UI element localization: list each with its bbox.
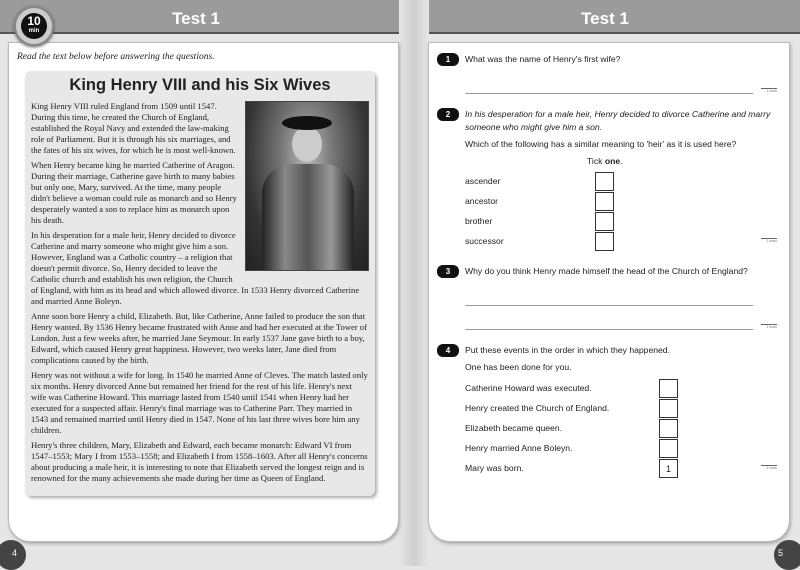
timer-icon bbox=[14, 6, 54, 46]
order-box[interactable] bbox=[659, 399, 678, 418]
order-box[interactable] bbox=[659, 439, 678, 458]
timer-unit: min bbox=[28, 28, 40, 34]
book-spine bbox=[399, 0, 429, 566]
tick-instruction bbox=[465, 155, 777, 168]
event-label: Henry married Anne Boleyn. bbox=[465, 442, 573, 453]
mark-label: 1 mark bbox=[761, 238, 777, 244]
question-text: Which of the following has a similar meaning to 'heir' as it is used here? bbox=[465, 139, 737, 149]
answer-line[interactable] bbox=[465, 93, 753, 94]
mark-label: 1 mark bbox=[761, 324, 777, 330]
tick-box-brother[interactable] bbox=[595, 212, 614, 231]
tick-box-ancestor[interactable] bbox=[595, 192, 614, 211]
henry-viii-portrait bbox=[245, 101, 369, 271]
question-2 bbox=[437, 108, 777, 251]
option-label: ancestor bbox=[465, 195, 498, 206]
timer-value: 10 bbox=[27, 14, 41, 28]
paragraph: When Henry became king he married Catherine of Aragon. During their marriage, Catherine gave birth to many babies but only one, Mary, survived. At the time, many people didn't believe a woman could rule as monarch and so Henry desperately wanted a son to replace him as monarch upon his death. bbox=[31, 160, 237, 225]
option-label: brother bbox=[465, 215, 493, 226]
question-subtext: One has been done for you. bbox=[465, 362, 572, 372]
instruction: Read the text below before answering the questions. bbox=[17, 52, 215, 62]
question-quote: In his desperation for a male heir, Henry decided to divorce Catherine and marry someone who might give him a son. bbox=[465, 109, 771, 132]
mark-label: 1 mark bbox=[761, 88, 777, 94]
question-text: Put these events in the order in which they happened. bbox=[465, 345, 670, 355]
paragraph: Anne soon bore Henry a child, Elizabeth. But, like Catherine, Anne failed to produce the son that Henry wanted. By 1536 Henry became frustrated with Anne and had her executed at the Tower of London. Just a few weeks after, he married Jane Seymour. In early 1537 Jane gave birth to a boy, Edward, which caused Henry great happiness. However, two weeks later, Jane died from complications caused by the birth. bbox=[31, 311, 367, 365]
question-4 bbox=[437, 344, 777, 478]
question-3 bbox=[437, 265, 777, 330]
option-label: ascender bbox=[465, 175, 501, 186]
mark-label: 1 mark bbox=[761, 465, 777, 471]
event-label: Elizabeth became queen. bbox=[465, 422, 562, 433]
question-1 bbox=[437, 53, 777, 94]
question-number: 2 bbox=[437, 108, 459, 121]
event-label: Mary was born. bbox=[465, 462, 524, 473]
order-box[interactable] bbox=[659, 419, 678, 438]
event-label: Catherine Howard was executed. bbox=[465, 382, 592, 393]
answer-line[interactable] bbox=[465, 305, 753, 306]
paragraph: In his desperation for a male heir, Henry decided to divorce Catherine and marry someone who might give him a son. However, England was a Catholic country – a religion that doesn't permit divorce. So, Henry decided to leave the Catholic church and establish his own religion, the Church of England, with him as its head and which allowed divorce. In 1533 Henry divorced Catherine and married Anne Boleyn. bbox=[31, 230, 360, 306]
right-page-number: 5 bbox=[774, 540, 800, 570]
tick-bold: one bbox=[604, 156, 621, 166]
tick-suffix: . bbox=[620, 156, 623, 166]
order-box[interactable] bbox=[659, 379, 678, 398]
question-text: Why do you think Henry made himself the head of the Church of England? bbox=[465, 266, 748, 276]
question-number: 1 bbox=[437, 53, 459, 66]
left-page-title: Test 1 bbox=[172, 9, 220, 28]
left-page-number: 4 bbox=[0, 540, 26, 570]
question-number: 4 bbox=[437, 344, 459, 357]
tick-prefix: Tick bbox=[587, 156, 605, 166]
answer-line[interactable] bbox=[465, 329, 753, 330]
paragraph: King Henry VIII ruled England from 1509 until 1547. During this time, he created the Church of England, established the Royal Navy and extended the law-making role of Parliament. But it is through his six marriages, and the fates of his six wives, for which he is most well-known. bbox=[31, 101, 236, 155]
option-label: successor bbox=[465, 235, 504, 246]
event-label: Henry created the Church of England. bbox=[465, 402, 610, 413]
tick-box-ascender[interactable] bbox=[595, 172, 614, 191]
reading-text bbox=[31, 101, 369, 488]
text-title: King Henry VIII and his Six Wives bbox=[69, 76, 331, 94]
paragraph: Henry was not without a wife for long. In 1540 he married Anne of Cleves. The match lasted only six months. Henry divorced Anne but remained her friend for the rest of his life. Henry's next wife was Catherine Howard. This marriage lasted from 1540 until 1541 when Henry had her executed for a suspected affair. Henry's final marriage was to Catherine Parr. They married in 1543 and remained married until Henry died in 1547. None of his last three wives bore him any children. bbox=[31, 370, 368, 435]
reading-text-box bbox=[25, 71, 375, 496]
order-box[interactable]: 1 bbox=[659, 459, 678, 478]
right-page bbox=[428, 42, 790, 542]
left-page bbox=[8, 42, 399, 542]
tick-box-successor[interactable] bbox=[595, 232, 614, 251]
question-number: 3 bbox=[437, 265, 459, 278]
right-page-title: Test 1 bbox=[581, 9, 629, 28]
question-text: What was the name of Henry's first wife? bbox=[465, 54, 621, 64]
paragraph: Henry's three children, Mary, Elizabeth and Edward, each became monarch: Edward VI from 1547–1553; Mary I from 1553–1558; and Elizabeth I from 1558–1603. After all Henry's concerns about producing a male heir, it is interesting to note that Elizabeth served the longest reign and is renowned for the many achievements she made during her time as Queen of England. bbox=[31, 440, 368, 483]
